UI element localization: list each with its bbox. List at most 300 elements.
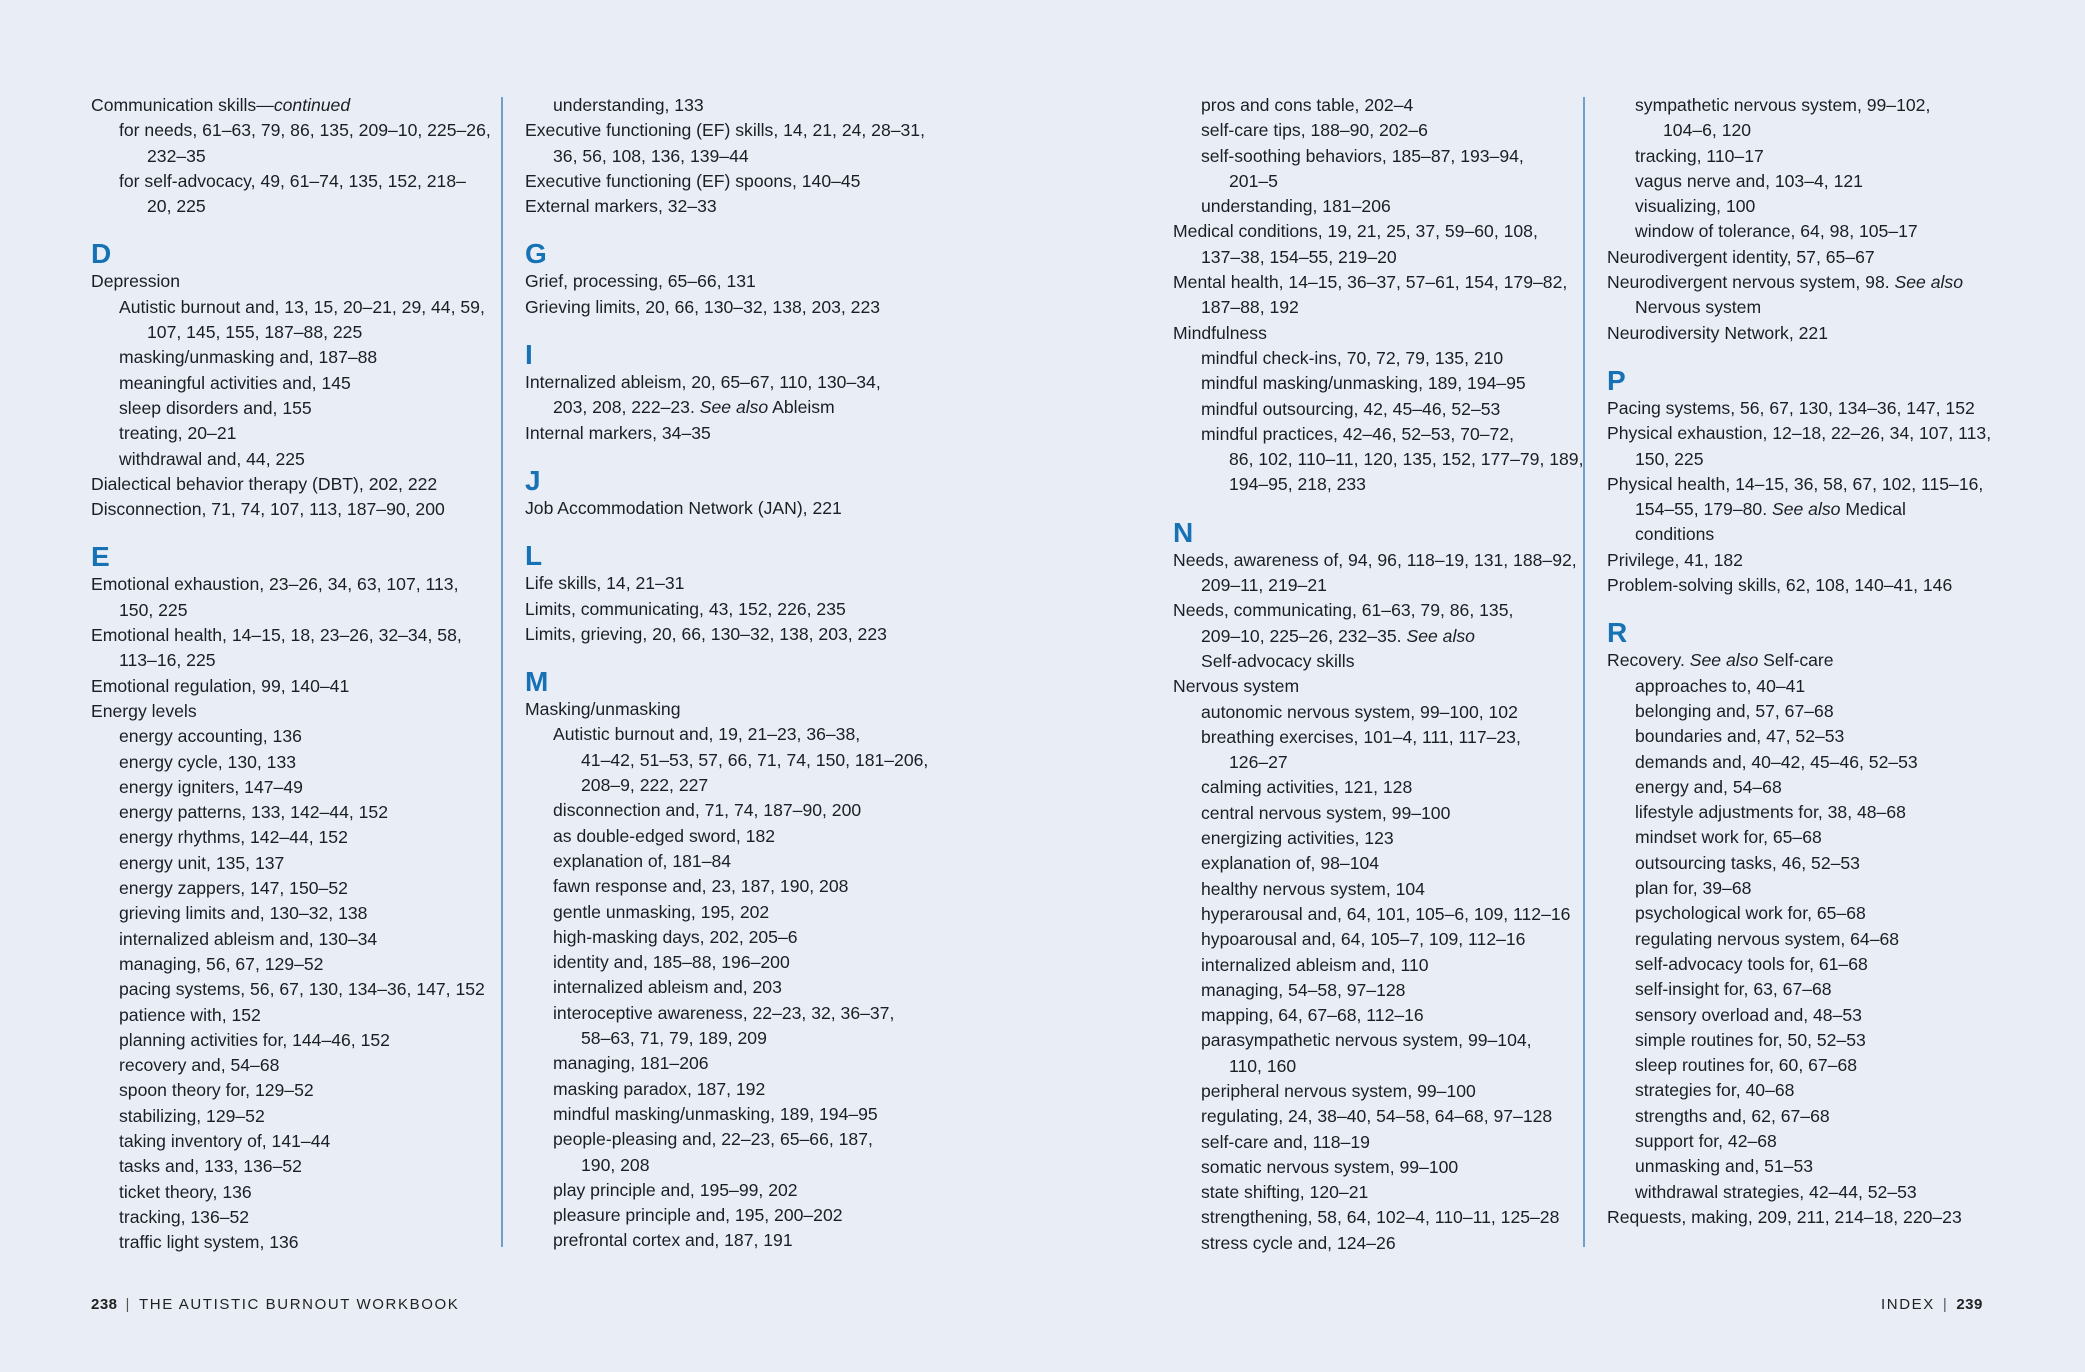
- entry-text: recovery and, 54–68: [119, 1055, 280, 1076]
- index-subentry: [91, 144, 491, 169]
- entry-text: Mental health, 14–15, 36–37, 57–61, 154, 179–82,: [1173, 272, 1568, 293]
- index-subentry: [1607, 118, 2007, 143]
- index-column-3: [1173, 93, 1584, 1256]
- index-column-2: [525, 93, 929, 1254]
- section-letter: G: [525, 238, 547, 270]
- index-subentry: [1173, 422, 1573, 447]
- index-subentry: [1173, 447, 1584, 472]
- section-letter: M: [525, 666, 549, 698]
- index-subentry: [525, 1127, 925, 1152]
- index-subentry: [1173, 194, 1573, 219]
- index-subentry: [1173, 1205, 1573, 1230]
- entry-text: 201–5: [1229, 170, 1278, 191]
- entry-text: Limits, grieving, 20, 66, 130–32, 138, 203, 223: [525, 623, 887, 644]
- index-subentry: [1607, 1028, 2007, 1053]
- entry-text: managing, 56, 67, 129–52: [119, 953, 324, 974]
- index-subentry: [91, 1230, 491, 1255]
- entry-text: Autistic burnout and, 13, 15, 20–21, 29, 44, 59,: [119, 296, 485, 317]
- index-subentry: [1607, 800, 2007, 825]
- entry-text: high-masking days, 202, 205–6: [553, 926, 798, 947]
- index-subentry: [91, 345, 491, 370]
- index-entry: [91, 699, 491, 724]
- index-entry: [91, 674, 491, 699]
- index-entry: [1607, 396, 2007, 421]
- index-subentry: [1607, 1003, 2007, 1028]
- entry-text: for needs, 61–63, 79, 86, 135, 209–10, 225–26,: [119, 120, 491, 141]
- entry-text: withdrawal strategies, 42–44, 52–53: [1635, 1181, 1917, 1202]
- index-subentry: [525, 1228, 925, 1253]
- index-subentry: [1173, 1104, 1573, 1129]
- entry-text: prefrontal cortex and, 187, 191: [553, 1230, 793, 1251]
- index-subentry: [525, 93, 925, 118]
- entry-text: Depression: [91, 271, 180, 292]
- entry-text: Self-advocacy skills: [1201, 650, 1355, 671]
- page-number-left: 238: [91, 1296, 118, 1313]
- index-subentry: [1173, 927, 1573, 952]
- entry-text: Internal markers, 34–35: [525, 422, 711, 443]
- entry-text: 107, 145, 155, 187–88, 225: [147, 322, 363, 343]
- entry-text: Needs, communicating, 61–63, 79, 86, 135,: [1173, 600, 1514, 621]
- entry-text: Communication skills—: [91, 95, 274, 115]
- index-subentry: [1173, 371, 1573, 396]
- entry-text: Executive functioning (EF) skills, 14, 21, 24, 28–31,: [525, 120, 925, 141]
- index-subentry: [525, 1051, 925, 1076]
- index-entry: [525, 697, 925, 722]
- entry-text: autonomic nervous system, 99–100, 102: [1201, 701, 1518, 722]
- index-subentry: [1173, 1079, 1573, 1104]
- entry-text: self-soothing behaviors, 185–87, 193–94,: [1201, 145, 1524, 166]
- entry-text: disconnection and, 71, 74, 187–90, 200: [553, 800, 862, 821]
- entry-text: 58–63, 71, 79, 189, 209: [581, 1028, 767, 1049]
- index-subentry: [1607, 952, 2007, 977]
- section-letter: P: [1607, 364, 1626, 396]
- entry-text: sleep routines for, 60, 67–68: [1635, 1055, 1858, 1076]
- index-subentry: [1607, 927, 2007, 952]
- entry-text: managing, 54–58, 97–128: [1201, 979, 1406, 1000]
- section-letter: N: [1173, 516, 1194, 548]
- index-subentry: [1607, 901, 2007, 926]
- entry-text: withdrawal and, 44, 225: [119, 448, 305, 469]
- index-subentry: [1173, 649, 1573, 674]
- entry-text: 104–6, 120: [1663, 120, 1752, 141]
- index-subentry: [525, 874, 925, 899]
- index-subentry: [91, 396, 491, 421]
- entry-text: self-advocacy tools for, 61–68: [1635, 953, 1868, 974]
- entry-text: Dialectical behavior therapy (DBT), 202, 222: [91, 473, 438, 494]
- index-subentry: [1173, 902, 1573, 927]
- entry-text: Autistic burnout and, 19, 21–23, 36–38,: [553, 724, 861, 745]
- entry-text: stabilizing, 129–52: [119, 1105, 265, 1126]
- index-subentry: [1173, 245, 1573, 270]
- index-subentry: [1607, 775, 2007, 800]
- entry-text: state shifting, 120–21: [1201, 1182, 1369, 1203]
- entry-text: Neurodiversity Network, 221: [1607, 322, 1828, 343]
- entry-text: traffic light system, 136: [119, 1232, 299, 1253]
- entry-text-continued: Ableism: [768, 397, 835, 418]
- index-subentry: [525, 950, 925, 975]
- entry-text: unmasking and, 51–53: [1635, 1156, 1814, 1177]
- entry-text: 208–9, 222, 227: [581, 775, 709, 796]
- left-page: [0, 0, 1042, 1372]
- index-subentry: [525, 1153, 925, 1178]
- entry-text: belonging and, 57, 67–68: [1635, 700, 1834, 721]
- column-divider: [1583, 97, 1585, 1247]
- entry-text: explanation of, 181–84: [553, 850, 732, 871]
- entry-text: Neurodivergent nervous system, 98.: [1607, 272, 1895, 293]
- entry-text: 232–35: [147, 145, 206, 166]
- entry-text: Problem-solving skills, 62, 108, 140–41, 146: [1607, 575, 1953, 596]
- entry-text: 110, 160: [1229, 1055, 1297, 1076]
- index-entry: [91, 269, 491, 294]
- entry-text: Limits, communicating, 43, 152, 226, 235: [525, 598, 846, 619]
- entry-text: tracking, 110–17: [1635, 145, 1764, 166]
- entry-text: play principle and, 195–99, 202: [553, 1179, 798, 1200]
- index-subentry: [1607, 1129, 2007, 1154]
- entry-text: Executive functioning (EF) spoons, 140–45: [525, 170, 861, 191]
- entry-text: Energy levels: [91, 700, 197, 721]
- right-page: [1043, 0, 2085, 1372]
- index-subentry: [525, 1077, 925, 1102]
- entry-text: 209–11, 219–21: [1201, 575, 1327, 596]
- entry-text: 194–95, 218, 233: [1229, 474, 1366, 495]
- entry-text: 190, 208: [581, 1154, 650, 1175]
- index-subentry: [525, 925, 925, 950]
- index-subentry: [525, 975, 925, 1000]
- entry-text: internalized ableism and, 130–34: [119, 928, 378, 949]
- entry-text: Job Accommodation Network (JAN), 221: [525, 497, 842, 518]
- index-entry: [1173, 598, 1573, 623]
- entry-text: psychological work for, 65–68: [1635, 903, 1866, 924]
- entry-text: masking paradox, 187, 192: [553, 1078, 766, 1099]
- index-subentry: [525, 773, 925, 798]
- index-subentry: [91, 724, 491, 749]
- index-entry: [525, 571, 925, 596]
- footer-separator: |: [125, 1296, 132, 1313]
- index-entry: [525, 194, 925, 219]
- entry-text: conditions: [1635, 524, 1715, 545]
- index-entry: [1607, 573, 2007, 598]
- index-subentry: [1173, 1231, 1573, 1256]
- index-subentry: [1607, 724, 2007, 749]
- index-subentry: [1173, 346, 1573, 371]
- entry-text: identity and, 185–88, 196–200: [553, 952, 790, 973]
- index-entry: [91, 472, 491, 497]
- entry-text: sympathetic nervous system, 99–102,: [1635, 95, 1931, 115]
- index-entry: [525, 295, 925, 320]
- index-subentry: [1173, 295, 1573, 320]
- entry-text: Medical conditions, 19, 21, 25, 37, 59–60, 108,: [1173, 221, 1538, 242]
- index-subentry: [525, 144, 925, 169]
- index-subentry: [1607, 1078, 2007, 1103]
- entry-text: interoceptive awareness, 22–23, 32, 36–37,: [553, 1002, 895, 1023]
- index-subentry: [91, 1078, 491, 1103]
- entry-text: patience with, 152: [119, 1004, 261, 1025]
- entry-text: 150, 225: [119, 599, 188, 620]
- index-entry: [91, 497, 491, 522]
- index-subentry: [91, 295, 491, 320]
- entry-text: somatic nervous system, 99–100: [1201, 1156, 1459, 1177]
- index-subentry: [1173, 1155, 1573, 1180]
- entry-text: Pacing systems, 56, 67, 130, 134–36, 147, 152: [1607, 397, 1975, 418]
- index-subentry: [1607, 93, 2007, 118]
- index-subentry: [1173, 953, 1573, 978]
- entry-text: Life skills, 14, 21–31: [525, 573, 685, 594]
- index-subentry: [91, 825, 491, 850]
- index-subentry: [1607, 699, 2007, 724]
- index-entry: [525, 370, 925, 395]
- index-subentry: [1607, 169, 2007, 194]
- index-entry: [1173, 674, 1573, 699]
- entry-text: understanding, 181–206: [1201, 196, 1391, 217]
- entry-text: strengths and, 62, 67–68: [1635, 1105, 1830, 1126]
- entry-text: mindset work for, 65–68: [1635, 827, 1822, 848]
- footer-separator: |: [1942, 1296, 1949, 1313]
- index-entry: [525, 622, 925, 647]
- entry-text: Nervous system: [1635, 297, 1762, 318]
- index-subentry: [1607, 1104, 2007, 1129]
- entry-text: internalized ableism and, 110: [1201, 954, 1429, 975]
- entry-text: gentle unmasking, 195, 202: [553, 901, 770, 922]
- entry-text: regulating nervous system, 64–68: [1635, 928, 1900, 949]
- entry-text: fawn response and, 23, 187, 190, 208: [553, 876, 849, 897]
- entry-italic-text: See also: [1689, 650, 1759, 671]
- index-subentry: [1607, 674, 2007, 699]
- index-subentry: [91, 169, 491, 194]
- entry-text: self-insight for, 63, 67–68: [1635, 979, 1832, 1000]
- index-subentry: [91, 876, 491, 901]
- entry-text: Mindfulness: [1173, 322, 1267, 343]
- index-subentry: [1607, 750, 2007, 775]
- index-subentry: [91, 977, 491, 1002]
- index-subentry: [1607, 219, 2007, 244]
- entry-text: energy rhythms, 142–44, 152: [119, 827, 348, 848]
- index-subentry: [91, 750, 491, 775]
- index-subentry: [1173, 978, 1573, 1003]
- index-subentry: [91, 598, 491, 623]
- index-subentry: [525, 1102, 925, 1127]
- entry-text: support for, 42–68: [1635, 1130, 1777, 1151]
- index-subentry: [1607, 497, 2007, 522]
- entry-text: mindful outsourcing, 42, 45–46, 52–53: [1201, 398, 1501, 419]
- column-divider: [501, 97, 503, 1247]
- index-entry: [1607, 472, 2007, 497]
- entry-text: energy patterns, 133, 142–44, 152: [119, 802, 389, 823]
- entry-text: visualizing, 100: [1635, 196, 1756, 217]
- entry-text: Grieving limits, 20, 66, 130–32, 138, 203, 223: [525, 296, 881, 317]
- entry-text: Physical exhaustion, 12–18, 22–26, 34, 107, 113,: [1607, 423, 1992, 444]
- entry-text: 126–27: [1229, 752, 1288, 773]
- index-subentry: [1173, 801, 1573, 826]
- index-subentry: [91, 775, 491, 800]
- entry-text: External markers, 32–33: [525, 196, 717, 217]
- entry-text: energizing activities, 123: [1201, 828, 1394, 849]
- entry-text: healthy nervous system, 104: [1201, 878, 1425, 899]
- index-subentry: [1607, 1053, 2007, 1078]
- entry-text: for self-advocacy, 49, 61–74, 135, 152, 218–: [119, 170, 466, 191]
- entry-text: 154–55, 179–80.: [1635, 499, 1772, 520]
- index-subentry: [1173, 1028, 1573, 1053]
- index-subentry: [91, 800, 491, 825]
- entry-text: energy unit, 135, 137: [119, 852, 285, 873]
- entry-text: mindful masking/unmasking, 189, 194–95: [553, 1103, 878, 1124]
- entry-text: explanation of, 98–104: [1201, 853, 1380, 874]
- index-entry: [91, 572, 491, 597]
- index-subentry: [1173, 472, 1573, 497]
- entry-text: taking inventory of, 141–44: [119, 1130, 331, 1151]
- index-subentry: [91, 1129, 491, 1154]
- index-subentry: [91, 648, 491, 673]
- index-entry: [525, 496, 925, 521]
- entry-text: Neurodivergent identity, 57, 65–67: [1607, 246, 1875, 267]
- index-subentry: [91, 1028, 491, 1053]
- entry-text: peripheral nervous system, 99–100: [1201, 1080, 1476, 1101]
- entry-text: energy and, 54–68: [1635, 776, 1782, 797]
- index-entry: [1607, 1205, 2007, 1230]
- index-subentry: [525, 1203, 925, 1228]
- index-subentry: [1173, 1054, 1573, 1079]
- index-subentry: [1173, 725, 1573, 750]
- index-subentry: [1173, 1180, 1573, 1205]
- entry-text: energy cycle, 130, 133: [119, 751, 297, 772]
- entry-text: self-care tips, 188–90, 202–6: [1201, 120, 1428, 141]
- index-subentry: [91, 1053, 491, 1078]
- entry-text: masking/unmasking and, 187–88: [119, 347, 378, 368]
- entry-text: Privilege, 41, 182: [1607, 549, 1743, 570]
- entry-text: Recovery.: [1607, 650, 1690, 671]
- index-entry: [1607, 321, 2007, 346]
- index-subentry: [1173, 144, 1573, 169]
- entry-text: pacing systems, 56, 67, 130, 134–36, 147, 152: [119, 979, 485, 1000]
- entry-text: planning activities for, 144–46, 152: [119, 1029, 390, 1050]
- section-letter: J: [525, 464, 541, 496]
- index-subentry: [91, 118, 491, 143]
- entry-text: plan for, 39–68: [1635, 878, 1752, 899]
- entry-italic-text: See also: [1771, 499, 1841, 520]
- entry-text: mindful check-ins, 70, 72, 79, 135, 210: [1201, 347, 1504, 368]
- entry-text: Needs, awareness of, 94, 96, 118–19, 131, 188–92,: [1173, 549, 1577, 570]
- index-subentry: [1173, 775, 1573, 800]
- entry-text-continued: Medical: [1840, 499, 1906, 520]
- section-letter: D: [91, 238, 112, 270]
- index-subentry: [1607, 194, 2007, 219]
- index-subentry: [1173, 750, 1573, 775]
- entry-text: Physical health, 14–15, 36, 58, 67, 102, 115–16,: [1607, 473, 1984, 494]
- entry-text: 41–42, 51–53, 57, 66, 71, 74, 150, 181–206,: [581, 749, 929, 770]
- index-subentry: [91, 927, 491, 952]
- index-subentry: [525, 900, 925, 925]
- index-subentry: [1607, 522, 2007, 547]
- page-number-right: 239: [1956, 1296, 1983, 1313]
- entry-text: Emotional exhaustion, 23–26, 34, 63, 107, 113,: [91, 574, 459, 595]
- index-entry: [91, 623, 491, 648]
- index-subentry: [1607, 977, 2007, 1002]
- index-entry: [525, 118, 925, 143]
- index-subentry: [525, 748, 929, 773]
- entry-text: 150, 225: [1635, 448, 1704, 469]
- index-subentry: [1173, 1003, 1573, 1028]
- index-entry: [1607, 245, 2007, 270]
- entry-text: strengthening, 58, 64, 102–4, 110–11, 125–28: [1201, 1207, 1560, 1228]
- index-subentry: [1607, 876, 2007, 901]
- entry-text: calming activities, 121, 128: [1201, 777, 1413, 798]
- index-subentry: [1607, 447, 2007, 472]
- entry-text: mapping, 64, 67–68, 112–16: [1201, 1005, 1424, 1026]
- index-subentry: [525, 1178, 925, 1203]
- entry-text: central nervous system, 99–100: [1201, 802, 1451, 823]
- index-subentry: [1173, 118, 1573, 143]
- entry-text: internalized ableism and, 203: [553, 977, 782, 998]
- entry-text: approaches to, 40–41: [1635, 675, 1806, 696]
- index-subentry: [1173, 169, 1573, 194]
- entry-text: 86, 102, 110–11, 120, 135, 152, 177–79, 189,: [1229, 449, 1584, 470]
- index-subentry: [1173, 624, 1573, 649]
- entry-text: boundaries and, 47, 52–53: [1635, 726, 1845, 747]
- entry-text: vagus nerve and, 103–4, 121: [1635, 170, 1863, 191]
- entry-text: strategies for, 40–68: [1635, 1080, 1795, 1101]
- index-subentry: [91, 901, 491, 926]
- entry-text: hyperarousal and, 64, 101, 105–6, 109, 112–16: [1201, 903, 1571, 924]
- entry-text: 36, 56, 108, 136, 139–44: [553, 145, 749, 166]
- index-subentry: [91, 1180, 491, 1205]
- index-subentry: [1173, 700, 1573, 725]
- entry-text: 137–38, 154–55, 219–20: [1201, 246, 1397, 267]
- entry-text: grieving limits and, 130–32, 138: [119, 903, 368, 924]
- index-entry: [1607, 648, 2007, 673]
- index-entry: [525, 597, 925, 622]
- index-entry: [525, 169, 925, 194]
- index-subentry: [91, 194, 491, 219]
- index-subentry: [91, 421, 491, 446]
- entry-text: mindful masking/unmasking, 189, 194–95: [1201, 373, 1526, 394]
- index-entry: [91, 93, 491, 118]
- entry-text: Emotional regulation, 99, 140–41: [91, 675, 350, 696]
- section-letter: E: [91, 541, 110, 573]
- entry-text: understanding, 133: [553, 95, 704, 115]
- entry-italic-text: See also: [1406, 625, 1475, 646]
- entry-text: tracking, 136–52: [119, 1206, 250, 1227]
- index-subentry: [525, 824, 925, 849]
- index-subentry: [525, 849, 925, 874]
- entry-text: stress cycle and, 124–26: [1201, 1232, 1396, 1253]
- index-subentry: [1173, 851, 1573, 876]
- section-letter: R: [1607, 617, 1628, 649]
- index-subentry: [91, 371, 491, 396]
- index-entry: [525, 269, 925, 294]
- entry-text: Emotional health, 14–15, 18, 23–26, 32–34, 58,: [91, 625, 462, 646]
- entry-text-continued: Self-care: [1758, 650, 1834, 671]
- index-entry: [1173, 219, 1573, 244]
- index-subentry: [525, 1001, 925, 1026]
- index-subentry: [1173, 573, 1573, 598]
- entry-text: self-care and, 118–19: [1201, 1131, 1370, 1152]
- index-entry: [525, 421, 925, 446]
- index-subentry: [1173, 397, 1573, 422]
- index-entry: [1607, 270, 2007, 295]
- index-subentry: [1173, 877, 1573, 902]
- entry-text: parasympathetic nervous system, 99–104,: [1201, 1030, 1532, 1051]
- entry-text: demands and, 40–42, 45–46, 52–53: [1635, 751, 1918, 772]
- entry-text: energy zappers, 147, 150–52: [119, 878, 348, 899]
- entry-text: as double-edged sword, 182: [553, 825, 776, 846]
- entry-text: outsourcing tasks, 46, 52–53: [1635, 852, 1860, 873]
- index-subentry: [525, 395, 925, 420]
- entry-text: spoon theory for, 129–52: [119, 1080, 314, 1101]
- entry-text: Internalized ableism, 20, 65–67, 110, 130–34,: [525, 372, 881, 393]
- left-footer: [91, 1296, 459, 1313]
- index-subentry: [91, 1104, 491, 1129]
- index-subentry: [1173, 1130, 1573, 1155]
- index-column-4: [1607, 93, 2007, 1230]
